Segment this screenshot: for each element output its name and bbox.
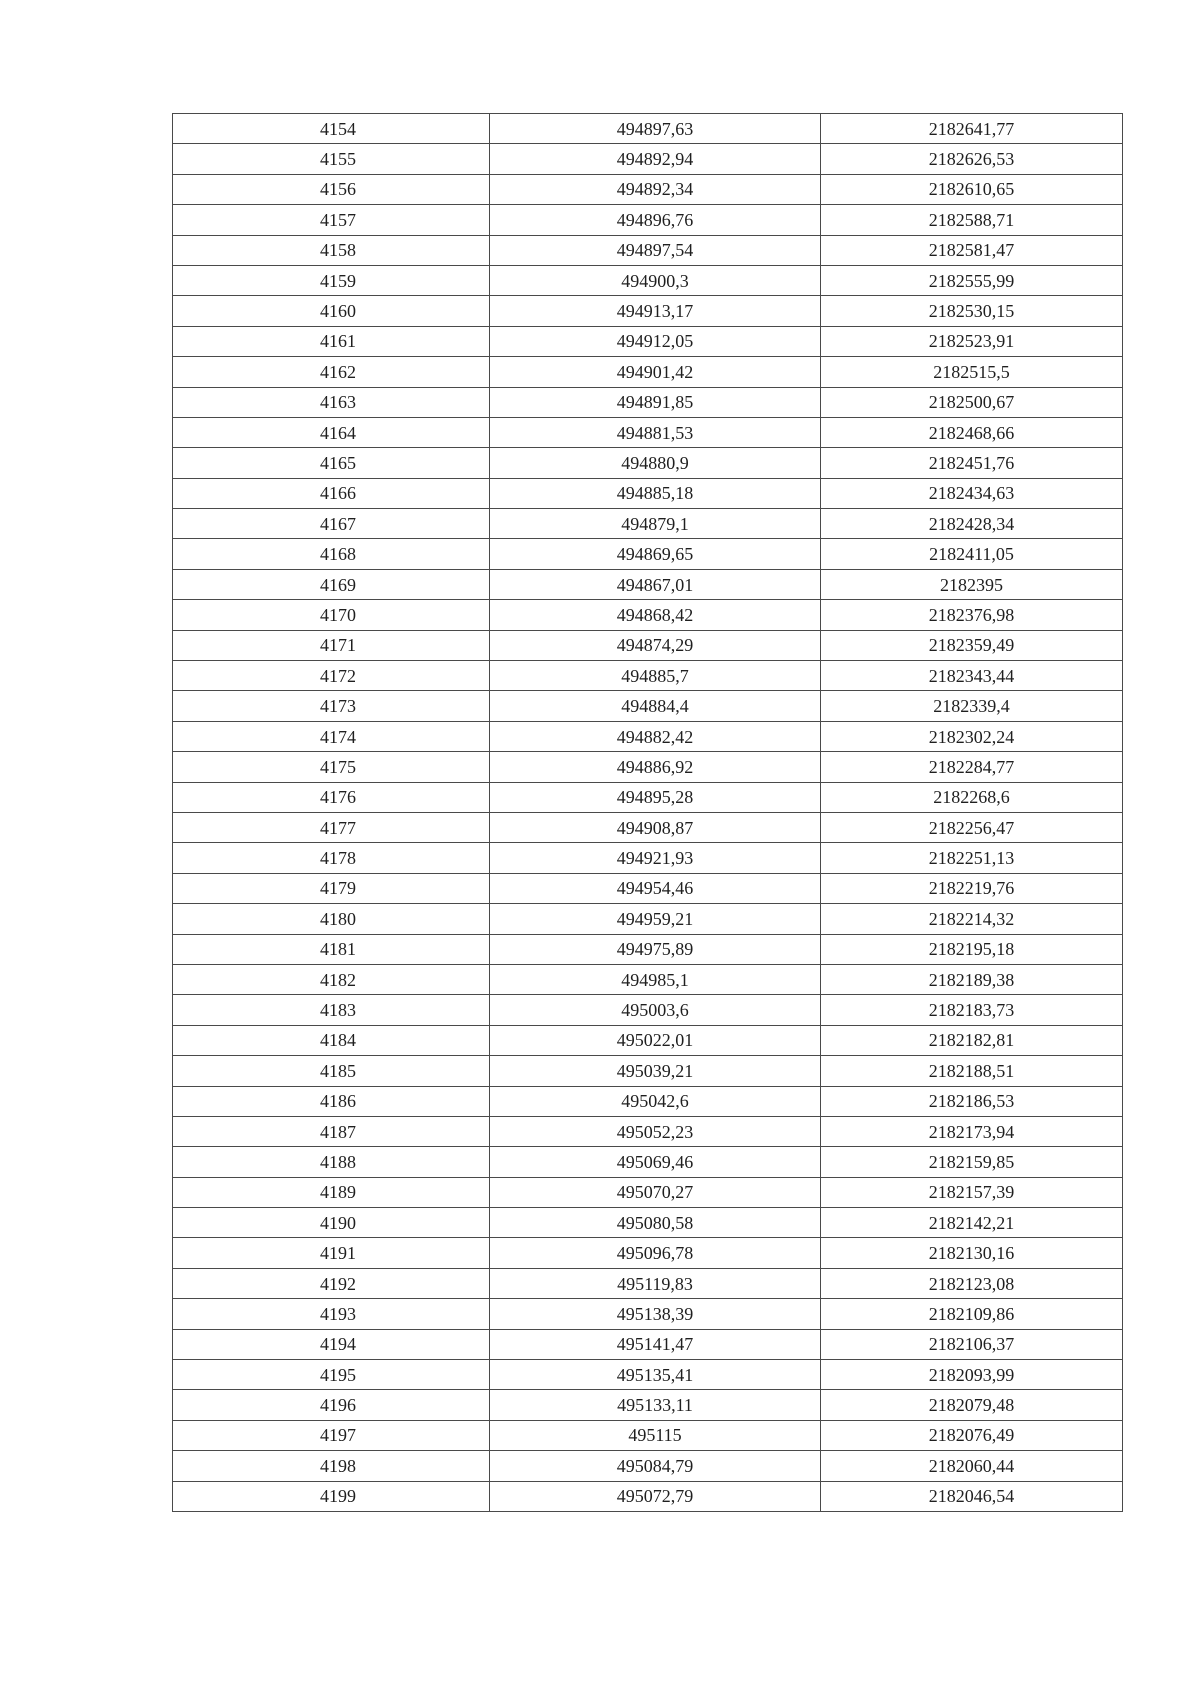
point-number-cell: 4179 [173,873,490,903]
x-coordinate-cell: 494913,17 [490,296,821,326]
table-row [173,964,1123,994]
y-coordinate-cell: 2182106,37 [821,1329,1123,1359]
point-number-cell: 4180 [173,904,490,934]
point-number-cell: 4156 [173,174,490,204]
x-coordinate-cell: 494912,05 [490,326,821,356]
table-row [173,569,1123,599]
x-coordinate-cell: 494985,1 [490,964,821,994]
x-coordinate-cell: 494896,76 [490,205,821,235]
coordinate-table-body [173,114,1123,1512]
point-number-cell: 4171 [173,630,490,660]
point-number-cell: 4189 [173,1177,490,1207]
table-row [173,326,1123,356]
x-coordinate-cell: 494874,29 [490,630,821,660]
table-row [173,417,1123,447]
y-coordinate-cell: 2182186,53 [821,1086,1123,1116]
table-row [173,1056,1123,1086]
y-coordinate-cell: 2182515,5 [821,357,1123,387]
point-number-cell: 4193 [173,1299,490,1329]
table-row [173,752,1123,782]
table-row [173,873,1123,903]
table-row [173,1116,1123,1146]
point-number-cell: 4155 [173,144,490,174]
table-row [173,1481,1123,1511]
point-number-cell: 4175 [173,752,490,782]
table-row [173,995,1123,1025]
table-row [173,1420,1123,1450]
table-row [173,1086,1123,1116]
point-number-cell: 4183 [173,995,490,1025]
y-coordinate-cell: 2182142,21 [821,1208,1123,1238]
x-coordinate-cell: 494975,89 [490,934,821,964]
x-coordinate-cell: 494892,34 [490,174,821,204]
y-coordinate-cell: 2182219,76 [821,873,1123,903]
point-number-cell: 4161 [173,326,490,356]
table-row [173,843,1123,873]
x-coordinate-cell: 494895,28 [490,782,821,812]
table-row [173,205,1123,235]
x-coordinate-cell: 494959,21 [490,904,821,934]
x-coordinate-cell: 494921,93 [490,843,821,873]
point-number-cell: 4169 [173,569,490,599]
x-coordinate-cell: 495069,46 [490,1147,821,1177]
y-coordinate-cell: 2182079,48 [821,1390,1123,1420]
x-coordinate-cell: 494897,63 [490,114,821,144]
point-number-cell: 4174 [173,721,490,751]
table-row [173,265,1123,295]
point-number-cell: 4192 [173,1268,490,1298]
point-number-cell: 4185 [173,1056,490,1086]
y-coordinate-cell: 2182157,39 [821,1177,1123,1207]
x-coordinate-cell: 495096,78 [490,1238,821,1268]
table-row [173,934,1123,964]
y-coordinate-cell: 2182555,99 [821,265,1123,295]
y-coordinate-cell: 2182376,98 [821,600,1123,630]
x-coordinate-cell: 494867,01 [490,569,821,599]
table-row [173,904,1123,934]
point-number-cell: 4160 [173,296,490,326]
point-number-cell: 4187 [173,1116,490,1146]
table-row [173,387,1123,417]
x-coordinate-cell: 495003,6 [490,995,821,1025]
y-coordinate-cell: 2182159,85 [821,1147,1123,1177]
table-row [173,1025,1123,1055]
x-coordinate-cell: 495141,47 [490,1329,821,1359]
table-row [173,357,1123,387]
x-coordinate-cell: 494897,54 [490,235,821,265]
x-coordinate-cell: 495115 [490,1420,821,1450]
x-coordinate-cell: 495042,6 [490,1086,821,1116]
y-coordinate-cell: 2182588,71 [821,205,1123,235]
x-coordinate-cell: 495080,58 [490,1208,821,1238]
point-number-cell: 4157 [173,205,490,235]
point-number-cell: 4159 [173,265,490,295]
x-coordinate-cell: 494885,7 [490,661,821,691]
table-row [173,235,1123,265]
y-coordinate-cell: 2182302,24 [821,721,1123,751]
table-row [173,782,1123,812]
x-coordinate-cell: 494885,18 [490,478,821,508]
point-number-cell: 4188 [173,1147,490,1177]
point-number-cell: 4194 [173,1329,490,1359]
y-coordinate-cell: 2182339,4 [821,691,1123,721]
x-coordinate-cell: 494869,65 [490,539,821,569]
point-number-cell: 4165 [173,448,490,478]
y-coordinate-cell: 2182189,38 [821,964,1123,994]
x-coordinate-cell: 494884,4 [490,691,821,721]
y-coordinate-cell: 2182123,08 [821,1268,1123,1298]
x-coordinate-cell: 494892,94 [490,144,821,174]
point-number-cell: 4166 [173,478,490,508]
y-coordinate-cell: 2182428,34 [821,509,1123,539]
point-number-cell: 4168 [173,539,490,569]
table-row [173,1390,1123,1420]
point-number-cell: 4164 [173,417,490,447]
table-row [173,1360,1123,1390]
x-coordinate-cell: 495133,11 [490,1390,821,1420]
y-coordinate-cell: 2182130,16 [821,1238,1123,1268]
x-coordinate-cell: 495084,79 [490,1451,821,1481]
x-coordinate-cell: 494881,53 [490,417,821,447]
x-coordinate-cell: 495072,79 [490,1481,821,1511]
y-coordinate-cell: 2182256,47 [821,812,1123,842]
y-coordinate-cell: 2182411,05 [821,539,1123,569]
x-coordinate-cell: 494954,46 [490,873,821,903]
table-row [173,1329,1123,1359]
y-coordinate-cell: 2182523,91 [821,326,1123,356]
point-number-cell: 4167 [173,509,490,539]
x-coordinate-cell: 494900,3 [490,265,821,295]
point-number-cell: 4173 [173,691,490,721]
y-coordinate-cell: 2182359,49 [821,630,1123,660]
point-number-cell: 4170 [173,600,490,630]
y-coordinate-cell: 2182188,51 [821,1056,1123,1086]
y-coordinate-cell: 2182076,49 [821,1420,1123,1450]
table-row [173,691,1123,721]
point-number-cell: 4196 [173,1390,490,1420]
x-coordinate-cell: 494879,1 [490,509,821,539]
y-coordinate-cell: 2182093,99 [821,1360,1123,1390]
table-row [173,1208,1123,1238]
point-number-cell: 4172 [173,661,490,691]
y-coordinate-cell: 2182251,13 [821,843,1123,873]
x-coordinate-cell: 495039,21 [490,1056,821,1086]
table-row [173,1299,1123,1329]
point-number-cell: 4177 [173,812,490,842]
coordinate-table [172,113,1123,1512]
y-coordinate-cell: 2182451,76 [821,448,1123,478]
x-coordinate-cell: 495138,39 [490,1299,821,1329]
table-row [173,539,1123,569]
point-number-cell: 4178 [173,843,490,873]
y-coordinate-cell: 2182468,66 [821,417,1123,447]
x-coordinate-cell: 495070,27 [490,1177,821,1207]
x-coordinate-cell: 495135,41 [490,1360,821,1390]
table-row [173,661,1123,691]
y-coordinate-cell: 2182626,53 [821,144,1123,174]
table-row [173,721,1123,751]
point-number-cell: 4195 [173,1360,490,1390]
x-coordinate-cell: 494880,9 [490,448,821,478]
point-number-cell: 4191 [173,1238,490,1268]
point-number-cell: 4186 [173,1086,490,1116]
y-coordinate-cell: 2182109,86 [821,1299,1123,1329]
y-coordinate-cell: 2182195,18 [821,934,1123,964]
point-number-cell: 4154 [173,114,490,144]
y-coordinate-cell: 2182610,65 [821,174,1123,204]
x-coordinate-cell: 495022,01 [490,1025,821,1055]
table-row [173,1238,1123,1268]
x-coordinate-cell: 494868,42 [490,600,821,630]
y-coordinate-cell: 2182641,77 [821,114,1123,144]
table-row [173,1177,1123,1207]
point-number-cell: 4182 [173,964,490,994]
y-coordinate-cell: 2182214,32 [821,904,1123,934]
y-coordinate-cell: 2182173,94 [821,1116,1123,1146]
x-coordinate-cell: 495052,23 [490,1116,821,1146]
table-row [173,812,1123,842]
table-row [173,1268,1123,1298]
point-number-cell: 4199 [173,1481,490,1511]
x-coordinate-cell: 494891,85 [490,387,821,417]
point-number-cell: 4190 [173,1208,490,1238]
y-coordinate-cell: 2182500,67 [821,387,1123,417]
table-row [173,1147,1123,1177]
table-row [173,174,1123,204]
y-coordinate-cell: 2182046,54 [821,1481,1123,1511]
x-coordinate-cell: 494882,42 [490,721,821,751]
y-coordinate-cell: 2182530,15 [821,296,1123,326]
table-row [173,448,1123,478]
x-coordinate-cell: 495119,83 [490,1268,821,1298]
point-number-cell: 4163 [173,387,490,417]
y-coordinate-cell: 2182434,63 [821,478,1123,508]
table-row [173,144,1123,174]
table-row [173,296,1123,326]
point-number-cell: 4197 [173,1420,490,1450]
point-number-cell: 4162 [173,357,490,387]
x-coordinate-cell: 494908,87 [490,812,821,842]
point-number-cell: 4181 [173,934,490,964]
y-coordinate-cell: 2182182,81 [821,1025,1123,1055]
y-coordinate-cell: 2182343,44 [821,661,1123,691]
table-row [173,600,1123,630]
table-row [173,1451,1123,1481]
x-coordinate-cell: 494901,42 [490,357,821,387]
y-coordinate-cell: 2182581,47 [821,235,1123,265]
y-coordinate-cell: 2182268,6 [821,782,1123,812]
table-row [173,509,1123,539]
x-coordinate-cell: 494886,92 [490,752,821,782]
point-number-cell: 4176 [173,782,490,812]
point-number-cell: 4184 [173,1025,490,1055]
point-number-cell: 4198 [173,1451,490,1481]
table-row [173,478,1123,508]
y-coordinate-cell: 2182060,44 [821,1451,1123,1481]
y-coordinate-cell: 2182284,77 [821,752,1123,782]
table-row [173,630,1123,660]
point-number-cell: 4158 [173,235,490,265]
table-row [173,114,1123,144]
y-coordinate-cell: 2182183,73 [821,995,1123,1025]
y-coordinate-cell: 2182395 [821,569,1123,599]
